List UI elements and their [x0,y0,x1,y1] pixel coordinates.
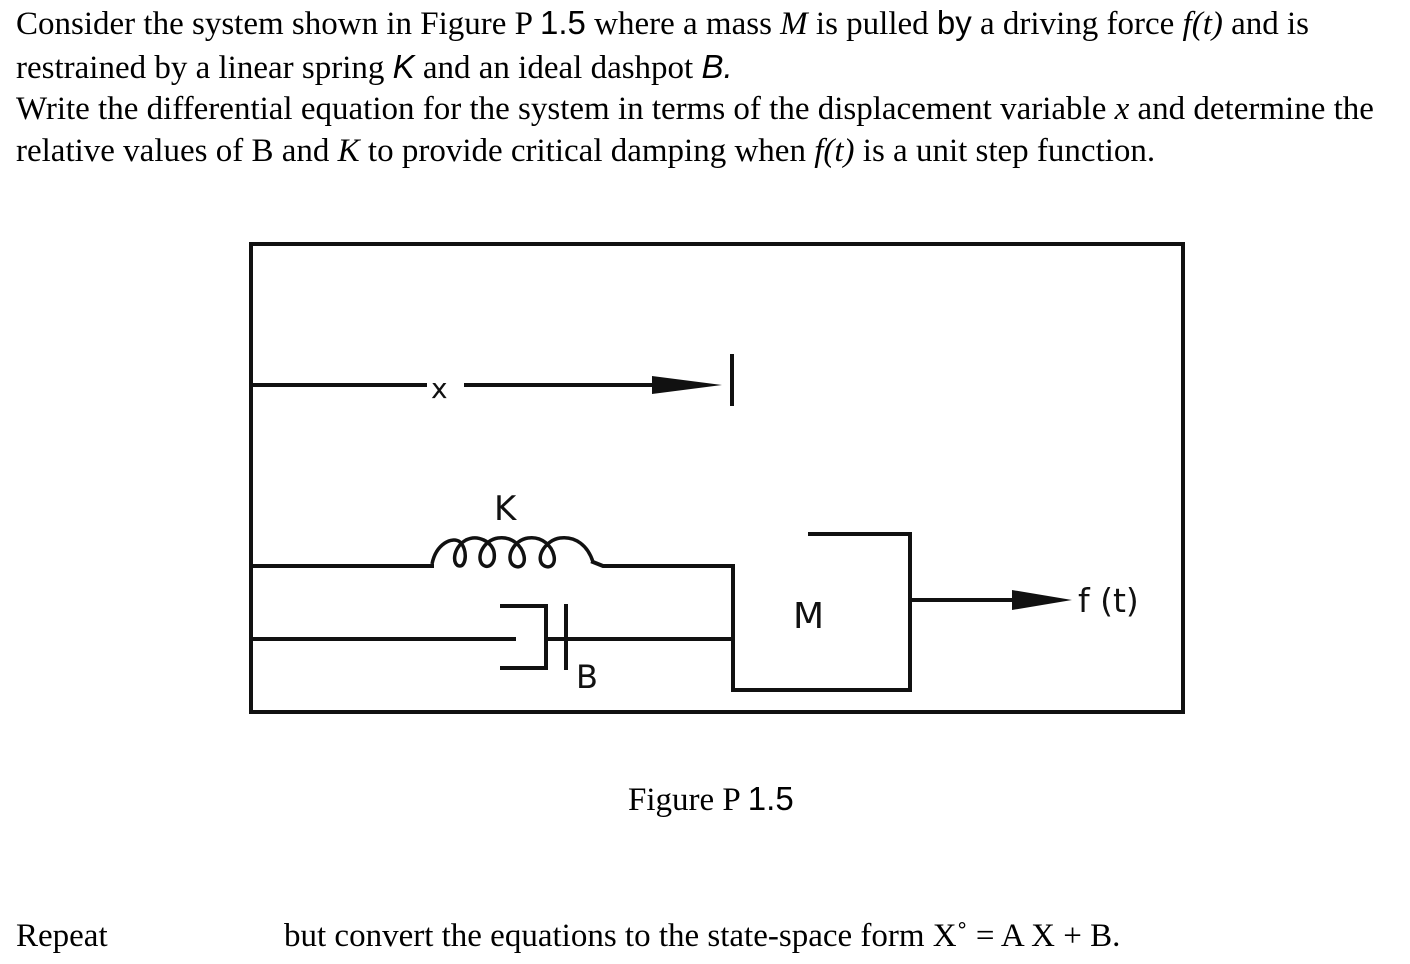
text-run: and determine the relative values of B and [16,91,1374,169]
text-run: M [780,6,808,42]
text-run: K [337,132,360,169]
x-arrow-head [652,376,722,394]
text-run: B. [701,47,733,85]
label-m: M [793,596,825,637]
spring-coils [432,538,593,567]
text-run: a driving force [971,6,1183,42]
figure-frame [251,244,1183,712]
text-run: and an ideal dashpot [414,49,702,86]
text-run: where a mass [585,6,781,42]
text-run: f(t) [814,132,855,169]
label-b: B [576,658,598,696]
text-run: Consider the system shown in Figure P [16,6,541,42]
text-run: by [936,4,972,41]
repeat-label: Repeat [16,918,108,954]
text-run: is a unit step function. [854,132,1156,169]
text-run: f(t) [1182,6,1223,42]
force-arrow-head [1012,590,1072,610]
text-run: and is restrained by a linear spring [16,6,1310,86]
label-x: x [431,372,448,405]
text-run: Write the differential equation for the system in terms of the displacement variable [16,91,1115,127]
caption-prefix: Figure P [628,782,748,818]
label-k: K [494,489,517,529]
caption-number: 1.5 [747,780,794,817]
figure-caption [628,780,794,819]
text-run: to provide critical damping when [359,132,815,169]
text-run: x [1114,91,1130,127]
spring-right-rod [593,562,733,566]
text-run: 1.5 [540,4,586,41]
text-run: K [392,47,415,85]
label-force: f (t) [1078,581,1139,620]
text-run: is pulled [807,6,937,42]
repeat-instruction: but convert the equations to the state-space form X˚ = A X + B. [284,918,1121,954]
